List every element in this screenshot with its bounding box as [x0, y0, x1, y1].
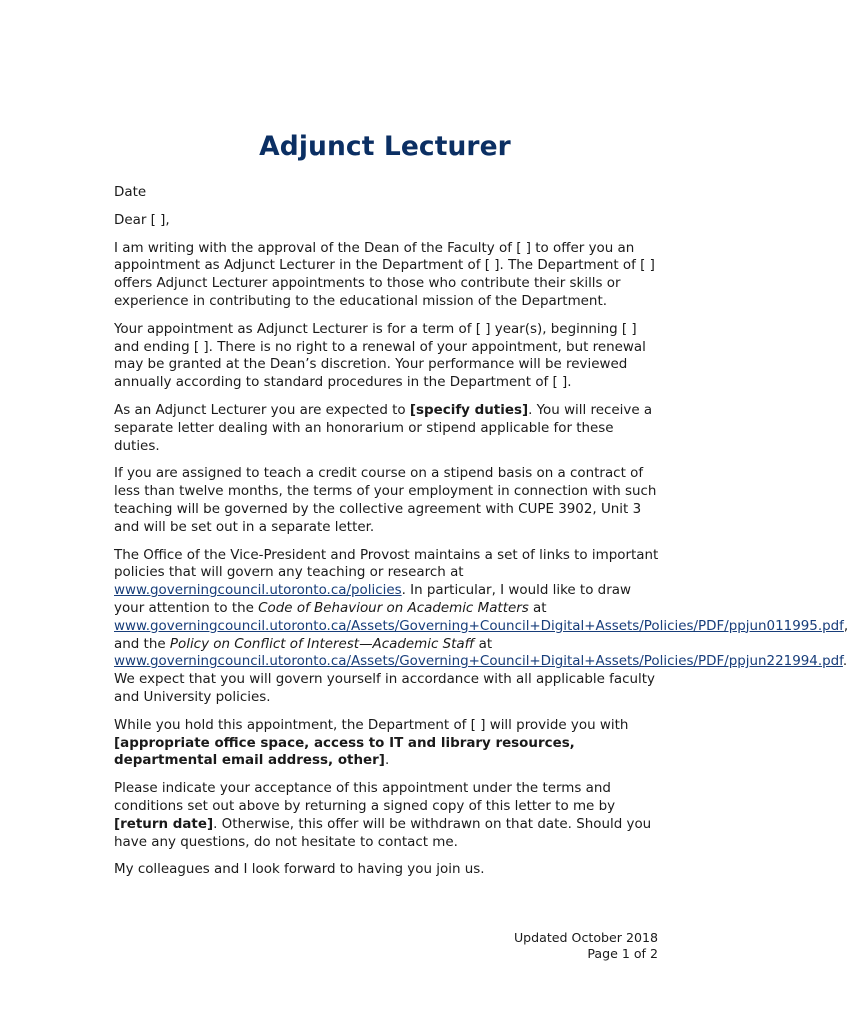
duties-text-b: . You will receive a separate letter dealing with an honorarium or stipend applicable for these duties. — [114, 402, 653, 454]
duties-text-a: As an Adjunct Lecturer you are expected to — [114, 402, 410, 418]
return-date-placeholder: [return date] — [114, 816, 214, 832]
code-of-behaviour-title: Code of Behaviour on Academic Matters — [258, 600, 529, 616]
paragraph-acceptance — [114, 780, 659, 851]
acceptance-text-b: . Otherwise, this offer will be withdrawn on that date. Should you have any questions, do not hesitate to contact me. — [114, 816, 652, 850]
updated-date: Updated October 2018 — [513, 930, 658, 945]
paragraph-term: Your appointment as Adjunct Lecturer is for a term of [ ] year(s), beginning [ ] and ending [ ]. There is no right to a renewal of your appointment, but renewal may be granted at the Dean’s discretion. Your performance will be reviewed annually according to standard procedures in the Department of [ ]. — [114, 321, 646, 391]
salutation: Dear [ ], — [114, 212, 170, 228]
code-of-behaviour-link[interactable]: www.governingcouncil.utoronto.ca/Assets/Governing+Council+Digital+Assets/Policies/PDF/ppjun011995.pdf — [114, 618, 844, 634]
paragraph-resources — [114, 717, 659, 770]
resources-text-b: . — [384, 753, 390, 769]
conflict-of-interest-title: Policy on Conflict of Interest—Academic Staff — [169, 636, 475, 652]
policies-text-f: . We expect that you will govern yourself in accordance with all applicable faculty and University policies. — [114, 654, 848, 705]
duties-placeholder: [specify duties] — [409, 402, 529, 418]
date-line: Date — [114, 185, 147, 200]
policies-link[interactable]: www.governingcouncil.utoronto.ca/policies — [114, 583, 402, 599]
policies-text-e: at — [474, 636, 493, 652]
conflict-of-interest-link[interactable]: www.governingcouncil.utoronto.ca/Assets/Governing+Council+Digital+Assets/Policies/PDF/ppjun221994.pdf — [114, 654, 843, 670]
letter-body — [114, 184, 848, 889]
paragraph-closing: My colleagues and I look forward to having you join us. — [114, 862, 485, 878]
page-title: Adjunct Lecturer — [259, 130, 511, 162]
page-number: Page 1 of 2 — [587, 946, 658, 961]
paragraph-approval: I am writing with the approval of the Dean of the Faculty of [ ] to offer you an appointment as Adjunct Lecturer in the Department of [ ]. The Department of [ ] offers Adjunct Lecturer appointments to those who contribute their skills or experience in contributing to the educational mission of the Department. — [114, 240, 655, 309]
resources-text-a: While you hold this appointment, the Department of [ ] will provide you with — [114, 717, 629, 733]
page-footer — [514, 930, 658, 962]
policies-text-b: . In particular, I would like to draw your attention to the — [114, 583, 631, 616]
policies-text-a: The Office of the Vice-President and Provost maintains a set of links to important policies that will govern any teaching or research at — [114, 547, 659, 581]
acceptance-text-a: Please indicate your acceptance of this appointment under the terms and conditions set out above by returning a signed copy of this letter to me by — [114, 781, 616, 814]
paragraph-credit-course: If you are assigned to teach a credit course on a stipend basis on a contract of less than twelve months, the terms of your employment in connection with such teaching will be governed by the collective agreement with CUPE 3902, Unit 3 and will be set out in a separate letter. — [114, 466, 657, 535]
resources-placeholder: [appropriate office space, access to IT and library resources, departmental email address, other] — [114, 735, 575, 769]
paragraph-duties — [114, 402, 659, 455]
policies-text-d: , and the — [114, 618, 848, 652]
policies-text-c: at — [528, 600, 547, 616]
paragraph-policies — [114, 547, 848, 707]
